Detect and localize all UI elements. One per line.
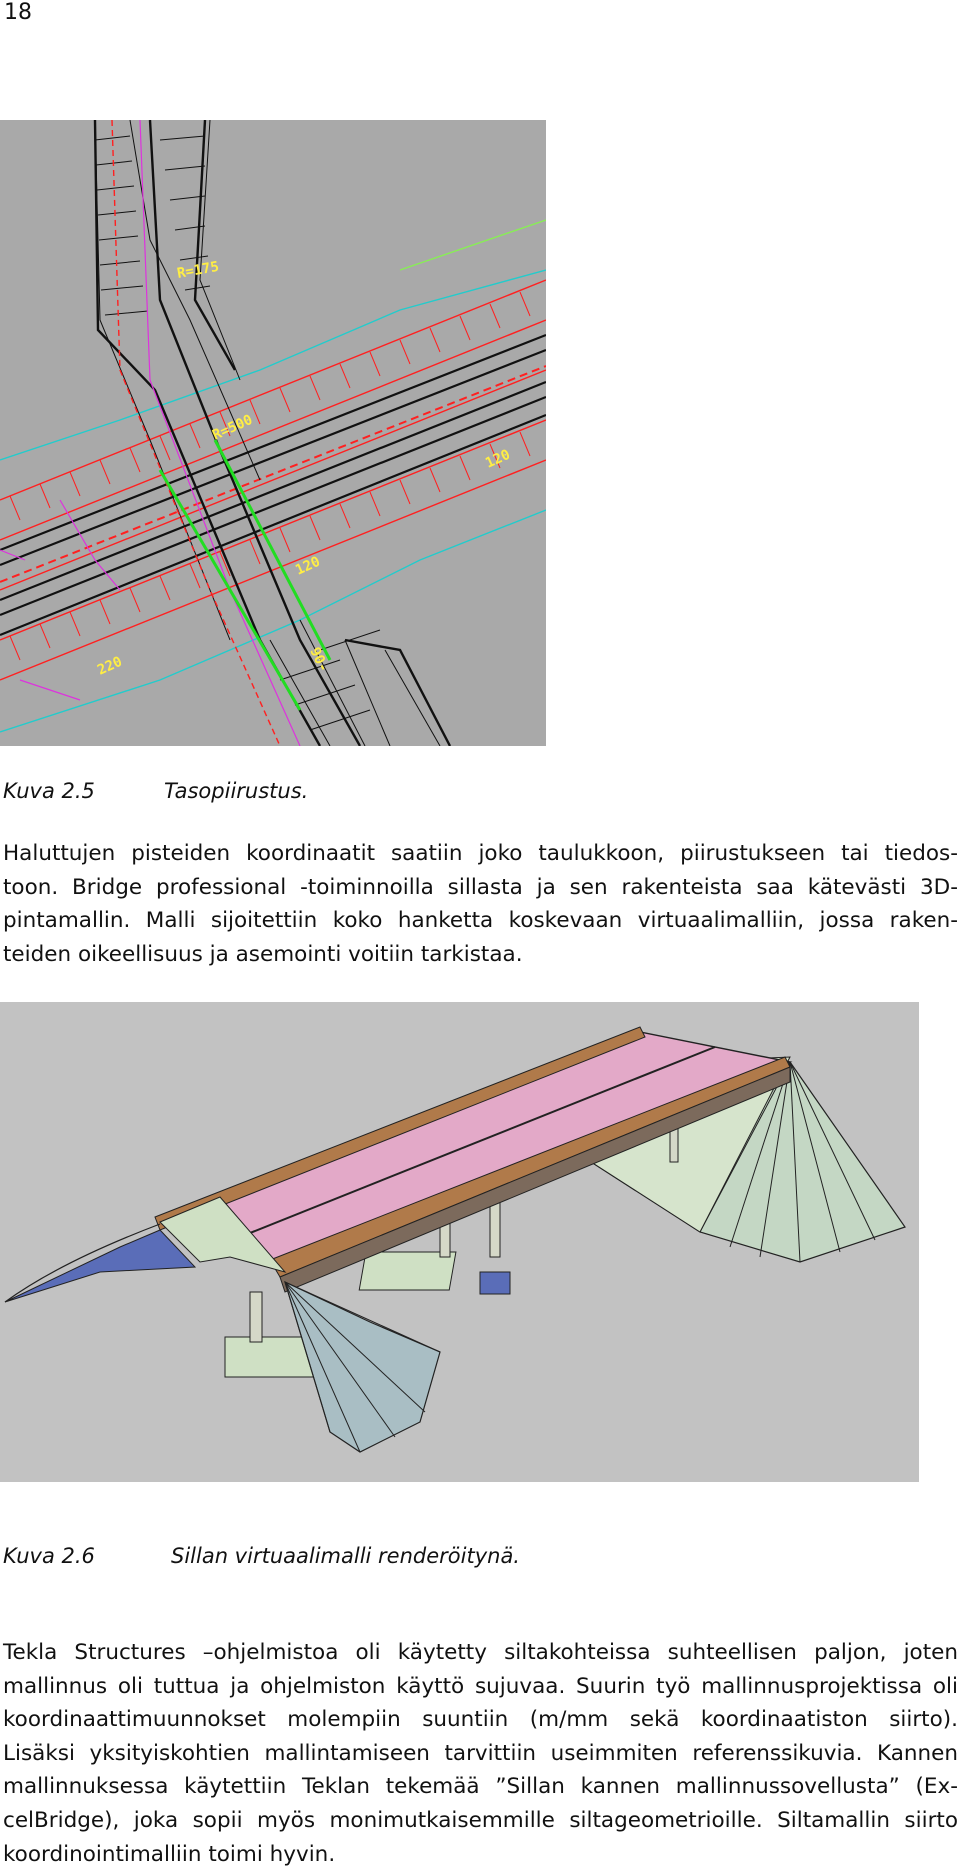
main-road-black-lines xyxy=(0,335,546,635)
label-120b: 120 xyxy=(293,553,323,579)
crossing-road-edges xyxy=(95,120,450,746)
green-top-line xyxy=(400,220,546,270)
paragraph-1-line: pintamallin. Malli sijoitettiin koko hanketta koskevaan virtuaalimalliin, jossa raken- xyxy=(3,908,958,934)
figure1-caption-text: Tasopiirustus. xyxy=(164,779,309,803)
plan-drawing xyxy=(0,120,546,746)
page-number: 18 xyxy=(4,0,32,25)
paragraph-2-line: mallinnuksessa käytettiin Teklan tekemää ”Sillan kannen mallinnussovellusta” (Ex- xyxy=(3,1774,958,1800)
label-r500: R=500 xyxy=(210,411,256,444)
paragraph-2-line: celBridge), joka sopii myös monimutkaisemmille siltageometrioille. Siltamallin siirto xyxy=(3,1807,958,1833)
label-220: 220 xyxy=(95,653,125,679)
paragraph-2-line: koordinointimalliin toimi hyvin. xyxy=(3,1841,336,1867)
paragraph-1 xyxy=(3,837,958,971)
figure2-caption-number: Kuva 2.6 xyxy=(3,1544,95,1568)
paragraph-2-line: koordinaattimuunnokset molempiin suuntiin (m/mm sekä koordinaatiston siirto). xyxy=(3,1707,958,1733)
paragraph-2-line: Tekla Structures –ohjelmistoa oli käytetty siltakohteissa suhteellisen paljon, joten xyxy=(3,1640,958,1665)
paragraph-2-line: Lisäksi yksityiskohtien mallintamiseen tarvittiin useimmiten referenssikuvia. Kannen xyxy=(3,1740,958,1766)
near-slope-blue xyxy=(5,1230,195,1302)
paragraph-2-line: mallinnus oli tuttua ja ohjelmiston käyttö sujuvaa. Suurin työ mallinnusprojektissa oli xyxy=(3,1673,958,1699)
bridge-render xyxy=(0,1002,919,1482)
label-90: 90- xyxy=(306,644,332,675)
label-120a: 120 xyxy=(483,446,513,472)
paragraph-1-line: toon. Bridge professional -toiminnoilla sillasta ja sen rakenteista saa kätevästi 3D- xyxy=(3,874,958,900)
paragraph-1-line: teiden oikeellisuus ja asemointi voitiin tarkistaa. xyxy=(3,941,523,967)
figure1-caption-number: Kuva 2.5 xyxy=(3,779,95,803)
paragraph-1-line: Haluttujen pisteiden koordinaatit saatiin joko taulukkoon, piirustukseen tai tiedos- xyxy=(3,841,958,866)
bridge-render-figure xyxy=(0,1002,919,1482)
figure1-caption xyxy=(3,778,309,804)
plan-drawing-figure xyxy=(0,120,546,746)
label-r175: R=175 xyxy=(175,258,221,282)
figure2-caption-text: Sillan virtuaalimalli renderöitynä. xyxy=(171,1544,520,1568)
paragraph-2 xyxy=(3,1636,958,1871)
figure2-caption xyxy=(3,1543,520,1569)
main-road-red-lines xyxy=(0,280,546,680)
crossing-centerline xyxy=(112,120,280,746)
